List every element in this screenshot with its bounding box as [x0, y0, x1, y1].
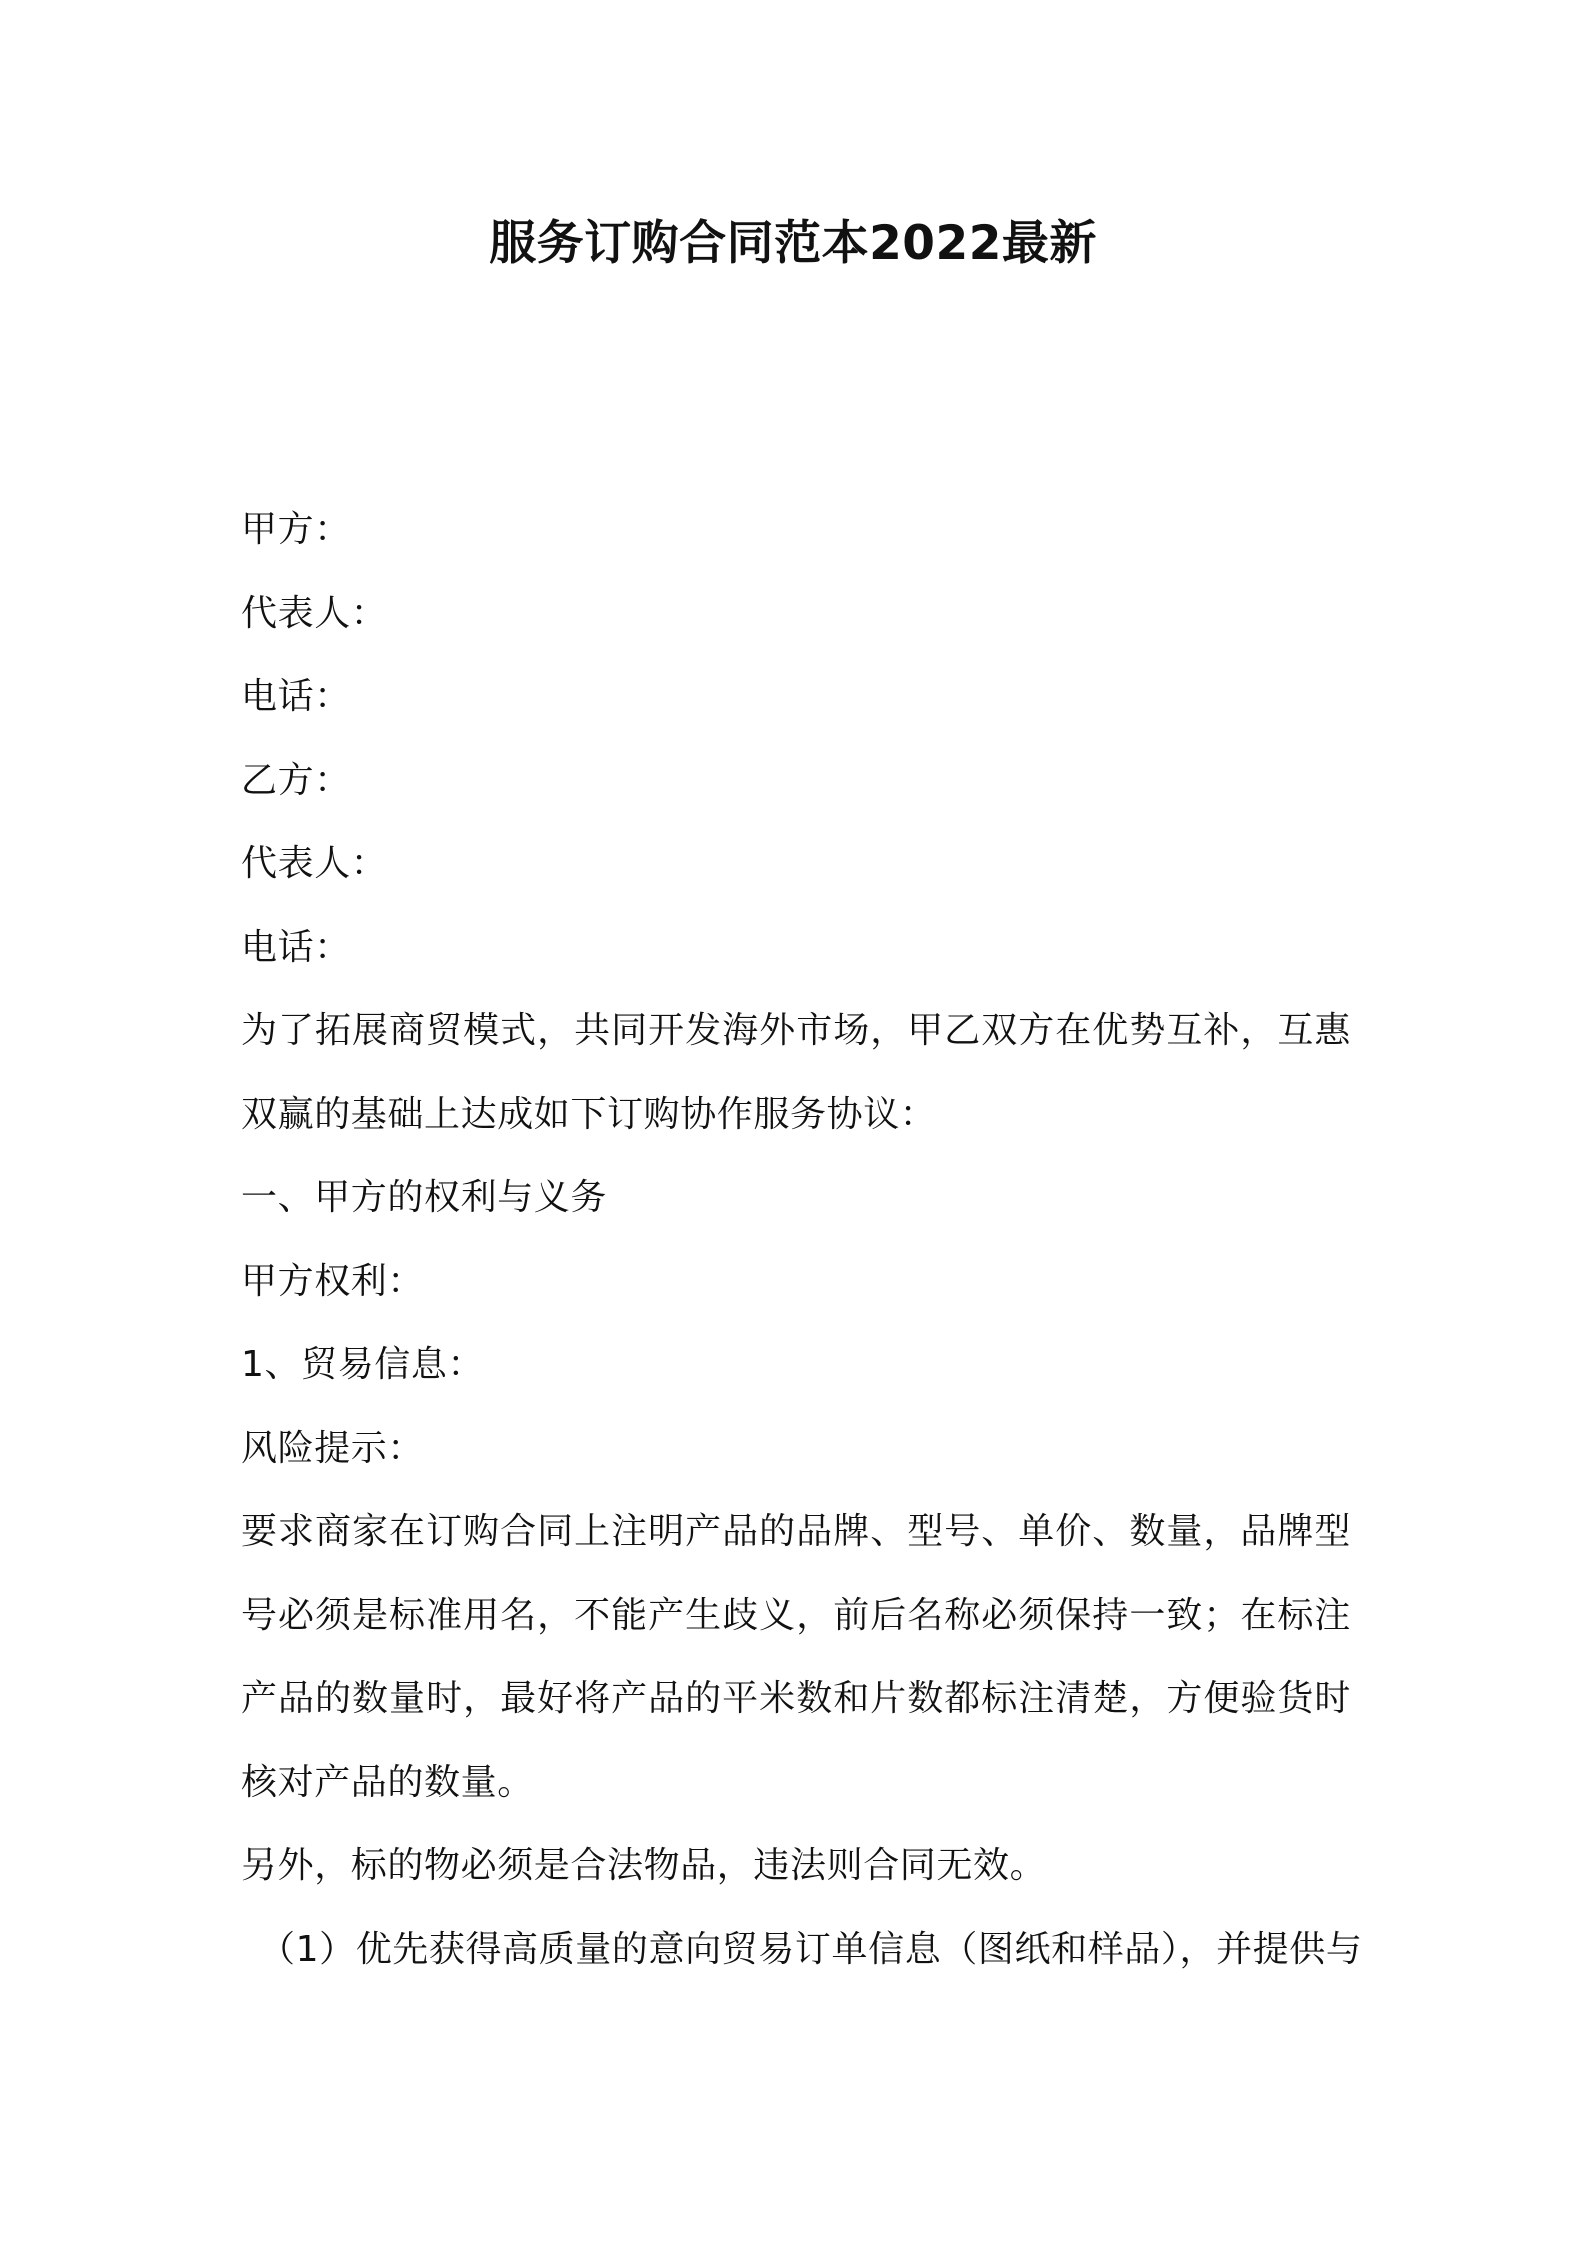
party-a-representative-label: 代表人：: [241, 592, 388, 634]
party-a-phone-label: 电话：: [241, 676, 351, 717]
document-title: 服务订购合同范本2022最新: [489, 216, 1097, 271]
party-b-representative-label: 代表人：: [241, 843, 388, 884]
risk-warning-heading: 风险提示：: [241, 1427, 425, 1469]
intro-paragraph: 为了拓展商贸模式，共同开发海外市场，甲乙双方在优势互补，互惠双赢的基础上达成如下订购协作服务协议：: [241, 1010, 1351, 1135]
party-a-label: 甲方：: [241, 509, 351, 550]
legal-item-note: 另外，标的物必须是合法物品，违法则合同无效。: [241, 1845, 1047, 1886]
party-b-phone-label: 电话：: [241, 926, 351, 968]
section-heading-party-a-rights-obligations: 一、甲方的权利与义务: [241, 1177, 608, 1218]
document-body: [241, 488, 1363, 1991]
party-b-label: 乙方：: [241, 759, 351, 801]
risk-warning-paragraph: 要求商家在订购合同上注明产品的品牌、型号、单价、数量，品牌型号必须是标准用名，不能产生歧义，前后名称必须保持一致；在标注产品的数量时，最好将产品的平米数和片数都标注清楚，方便验货时核对产品的数量。: [241, 1511, 1351, 1803]
sub-clause-1: （1）优先获得高质量的意向贸易订单信息（图纸和样品），并提供与: [259, 1928, 1363, 1970]
clause-trade-information: 1、贸易信息：: [241, 1344, 485, 1385]
party-a-rights-heading: 甲方权利：: [241, 1260, 425, 1302]
